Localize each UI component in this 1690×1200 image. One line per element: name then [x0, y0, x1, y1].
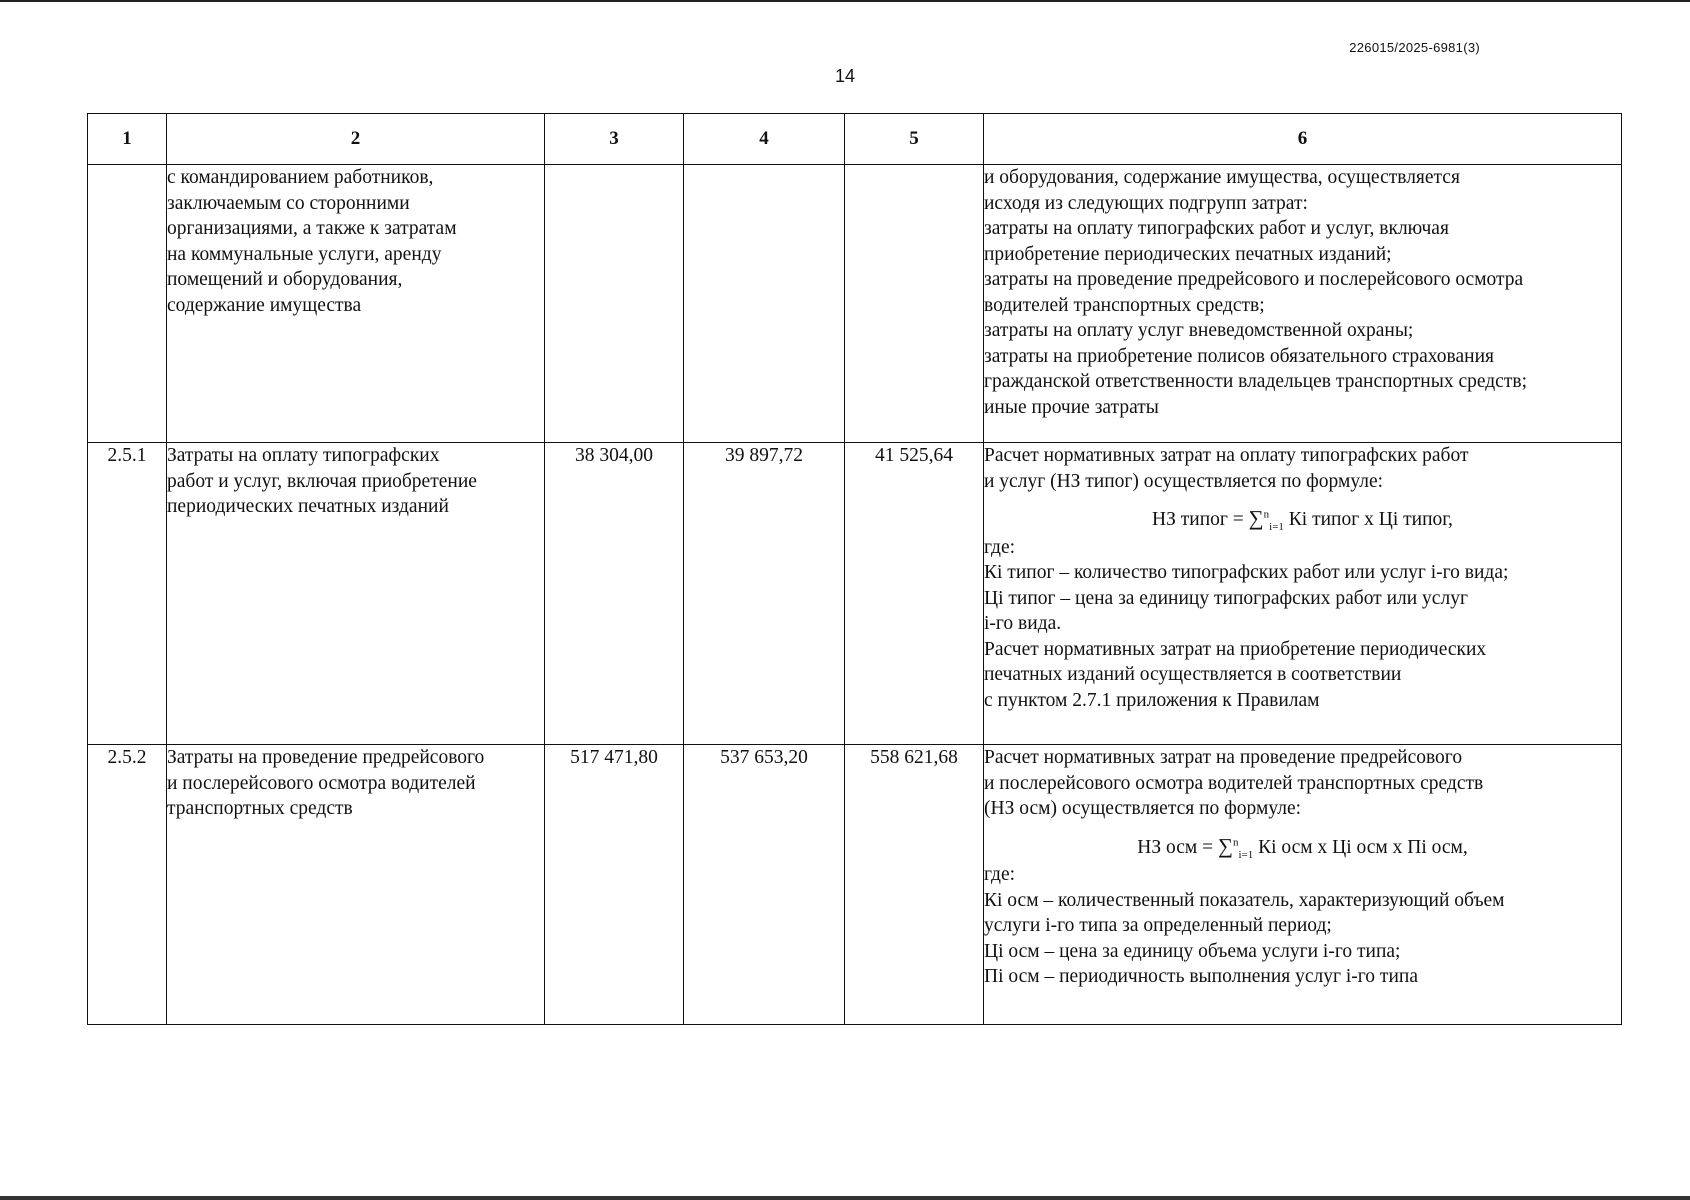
text-line: Цi типог – цена за единицу типографских работ или услуг [984, 587, 1468, 609]
column-header: 2 [167, 114, 545, 165]
text-line: Кi осм – количественный показатель, характеризующий объем [984, 889, 1505, 911]
amount-col4 [684, 165, 845, 443]
sum-symbol: ∑ [1248, 506, 1264, 530]
text-line: приобретение периодических печатных изданий; [984, 243, 1392, 265]
text-line: содержание имущества [167, 294, 362, 316]
table-row [88, 165, 1622, 443]
scan-edge-bottom [0, 1196, 1690, 1200]
formula-lower-limit: i=1 [1269, 520, 1284, 533]
calculation-description [984, 745, 1622, 1025]
formula-lhs: НЗ типог = [1152, 509, 1244, 530]
document-code: 226015/2025-6981(3) [1349, 40, 1480, 55]
column-header: 3 [545, 114, 684, 165]
text-line: затраты на оплату типографских работ и услуг, включая [984, 218, 1449, 239]
text-line: печатных изданий осуществляется в соответствии [984, 664, 1402, 685]
text-line: с пунктом 2.7.1 приложения к Правилам [984, 689, 1320, 711]
calculation-description [984, 165, 1622, 443]
expense-name [167, 745, 545, 1025]
amount-col5: 41 525,64 [845, 443, 984, 745]
text-line: водителей транспортных средств; [984, 294, 1265, 316]
text-line: Расчет нормативных затрат на приобретение периодических [984, 638, 1487, 660]
formula-lower-limit: i=1 [1238, 848, 1254, 861]
text-line: на коммунальные услуги, аренду [167, 243, 442, 265]
cost-formula [984, 506, 1621, 533]
amount-col3 [545, 165, 684, 443]
text-line: где: [984, 864, 1016, 885]
text-line: заключаемым со сторонними [167, 192, 410, 214]
text-line: Расчет нормативных затрат на оплату типографских работ [984, 445, 1469, 466]
text-line: и послерейсового осмотра водителей [167, 772, 476, 794]
column-header: 1 [88, 114, 167, 165]
text-line: где: [984, 536, 1016, 558]
text-line: помещений и оборудования, [167, 269, 403, 290]
table-row [88, 745, 1622, 1025]
text-line: Кi типог – количество типографских работ или услуг i-го вида; [984, 562, 1509, 583]
row-number: 2.5.1 [88, 443, 167, 745]
text-line: периодических печатных изданий [167, 496, 449, 517]
text-line: i-го вида. [984, 613, 1062, 634]
text-line: и услуг (НЗ типог) осуществляется по формуле: [984, 470, 1384, 492]
text-line: Пi осм – периодичность выполнения услуг i-го типа [984, 966, 1418, 987]
text-line: исходя из следующих подгрупп затрат: [984, 192, 1308, 214]
text-line: иные прочие затраты [984, 396, 1159, 418]
formula-upper-limit: n [1263, 508, 1270, 521]
row-number [88, 165, 167, 443]
text-line: Цi осм – цена за единицу объема услуги i-го типа; [984, 940, 1401, 962]
text-line: Расчет нормативных затрат на проведение предрейсового [984, 747, 1463, 768]
amount-col3: 38 304,00 [545, 443, 684, 745]
text-line: затраты на оплату услуг вневедомственной охраны; [984, 320, 1414, 341]
formula-upper-limit: n [1232, 836, 1239, 848]
text-line: Затраты на оплату типографских [167, 445, 440, 466]
amount-col4: 39 897,72 [684, 443, 845, 745]
text-line: затраты на приобретение полисов обязательного страхования [984, 345, 1494, 367]
table-row [88, 443, 1622, 745]
text-line: организациями, а также к затратам [167, 218, 457, 239]
text-line: работ и услуг, включая приобретение [167, 470, 477, 492]
page-number: 14 [834, 66, 856, 86]
calculation-description [984, 443, 1622, 745]
expense-name [167, 443, 545, 745]
text-line: гражданской ответственности владельцев транспортных средств; [984, 371, 1527, 392]
text-line: услуги i-го типа за определенный период; [984, 915, 1332, 936]
column-header: 4 [684, 114, 845, 165]
scan-edge-top [0, 0, 1690, 2]
column-header: 5 [845, 114, 984, 165]
sum-symbol: ∑ [1217, 833, 1233, 858]
amount-col5 [845, 165, 984, 443]
expense-name [167, 165, 545, 443]
amount-col3: 517 471,80 [545, 745, 684, 1025]
text-line: Затраты на проведение предрейсового [167, 747, 485, 768]
amount-col5: 558 621,68 [845, 745, 984, 1025]
column-header: 6 [984, 114, 1622, 165]
amount-col4: 537 653,20 [684, 745, 845, 1025]
formula-rhs: Кi типог х Цi типог, [1288, 509, 1453, 530]
table-header-row [88, 114, 1622, 165]
text-line: (НЗ осм) осуществляется по формуле: [984, 798, 1302, 819]
cost-table [87, 113, 1622, 1025]
text-line: затраты на проведение предрейсового и послерейсового осмотра [984, 269, 1524, 290]
text-line: и послерейсового осмотра водителей транспортных средств [984, 772, 1484, 794]
row-number: 2.5.2 [88, 745, 167, 1025]
formula-lhs: НЗ осм = [1137, 836, 1214, 858]
formula-rhs: Кi осм х Цi осм х Пi осм, [1258, 836, 1468, 858]
text-line: и оборудования, содержание имущества, осуществляется [984, 167, 1460, 188]
cost-formula [984, 834, 1621, 861]
text-line: транспортных средств [167, 798, 353, 819]
text-line: с командированием работников, [167, 167, 434, 188]
